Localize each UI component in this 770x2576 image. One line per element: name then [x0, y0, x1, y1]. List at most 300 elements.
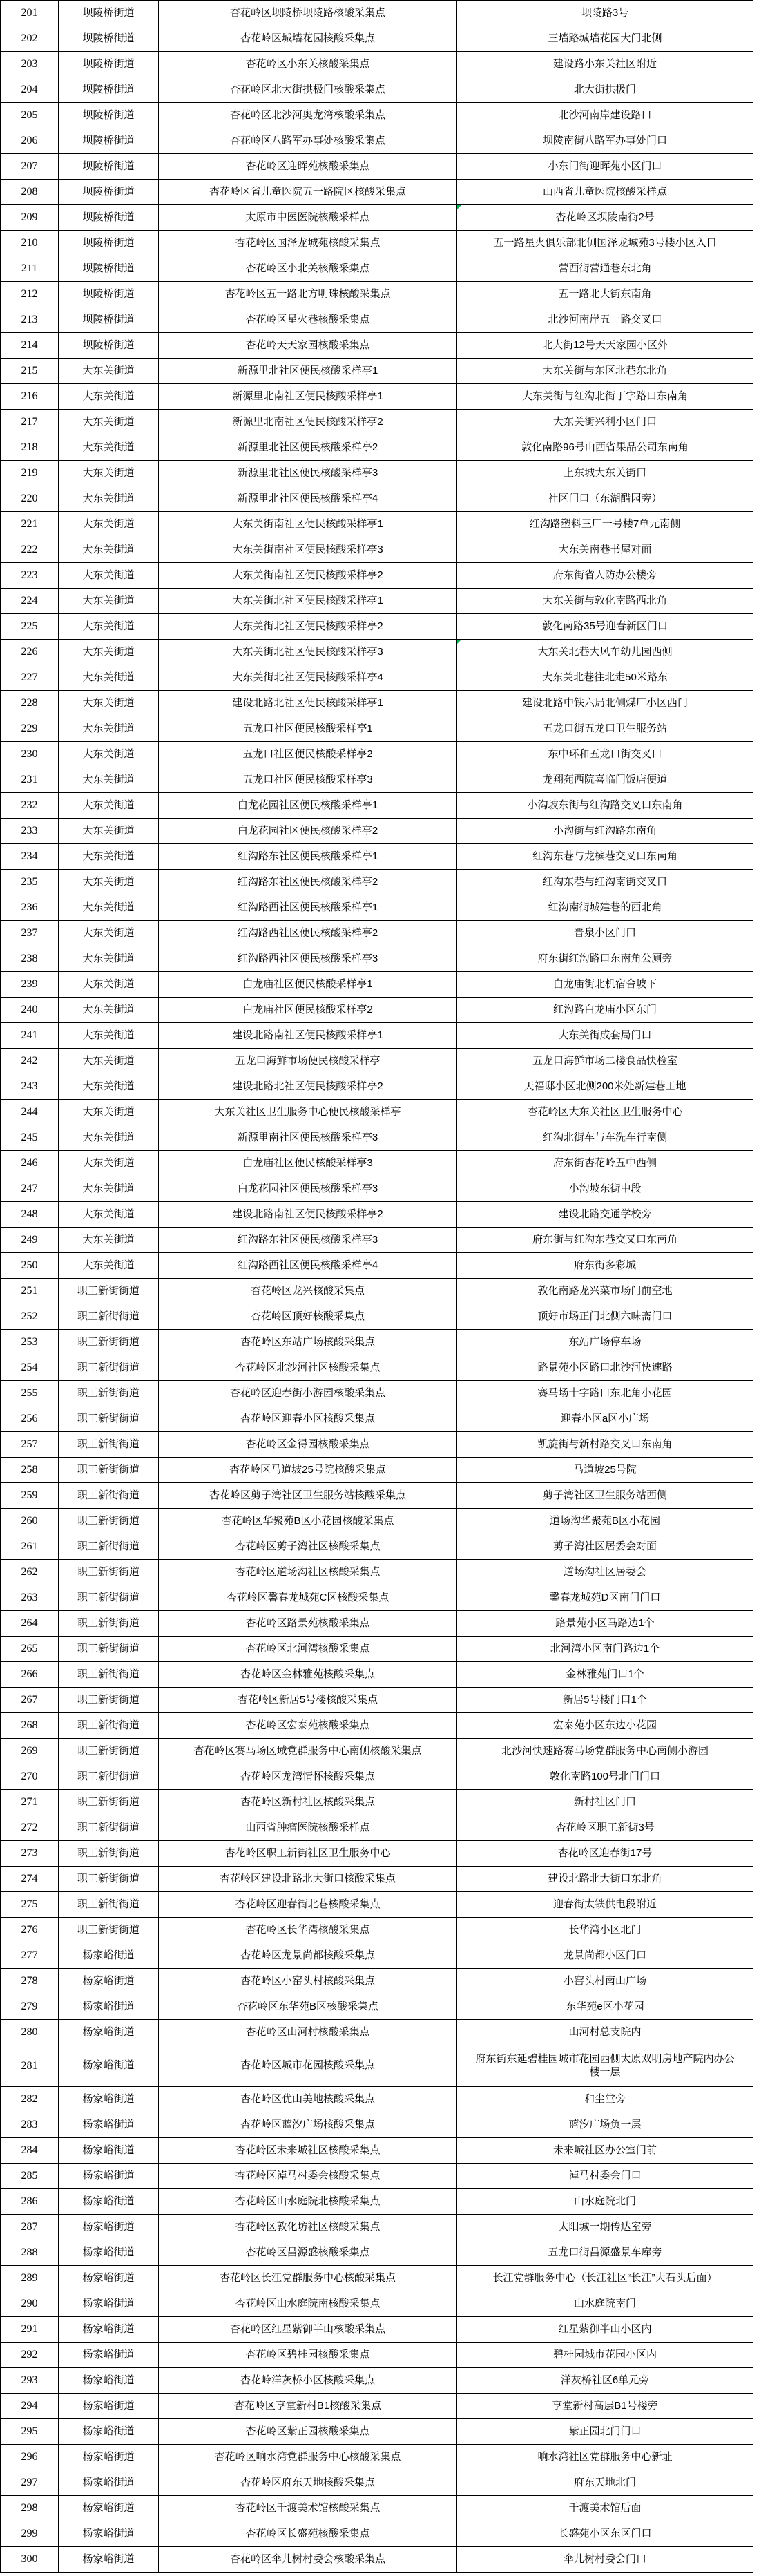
street-cell[interactable]: 大东关街道 [59, 512, 159, 537]
row-number-cell[interactable]: 244 [1, 1100, 59, 1125]
site-name-cell[interactable]: 杏花岭区蓝汐广场核酸采集点 [159, 2112, 457, 2138]
location-cell[interactable]: 府东街省人防办公楼旁 [457, 563, 753, 589]
location-cell[interactable]: 大东关北巷往北走50米路东 [457, 665, 753, 691]
site-name-cell[interactable]: 杏花岭天天家园核酸采集点 [159, 333, 457, 359]
site-name-cell[interactable]: 杏花岭区赛马场区域党群服务中心南侧核酸采集点 [159, 1739, 457, 1764]
location-cell[interactable]: 杏花岭区职工新街3号 [457, 1815, 753, 1841]
site-name-cell[interactable]: 杏花岭区迎春街北巷核酸采集点 [159, 1892, 457, 1918]
location-cell[interactable]: 府东街杏花岭五中西侧 [457, 1151, 753, 1176]
location-cell[interactable]: 三墙路城墙花园大门北侧 [457, 26, 753, 52]
row-number-cell[interactable]: 267 [1, 1688, 59, 1713]
row-number-cell[interactable]: 210 [1, 231, 59, 256]
street-cell[interactable]: 杨家峪街道 [59, 2164, 159, 2189]
location-cell[interactable]: 路景苑小区马路边1个 [457, 1611, 753, 1637]
street-cell[interactable]: 大东关街道 [59, 921, 159, 946]
site-name-cell[interactable]: 杏花岭区千渡美术馆核酸采集点 [159, 2496, 457, 2521]
site-name-cell[interactable]: 杏花岭区淖马村委会核酸采集点 [159, 2164, 457, 2189]
site-name-cell[interactable]: 大东关街北社区便民核酸采样亭1 [159, 589, 457, 614]
site-name-cell[interactable]: 杏花岭区北沙河奥龙湾核酸采集点 [159, 103, 457, 128]
site-name-cell[interactable]: 五龙口社区便民核酸采样亭1 [159, 716, 457, 742]
site-name-cell[interactable]: 杏花岭区北沙河社区核酸采集点 [159, 1355, 457, 1381]
row-number-cell[interactable]: 263 [1, 1585, 59, 1611]
row-number-cell[interactable]: 269 [1, 1739, 59, 1764]
street-cell[interactable]: 大东关街道 [59, 1176, 159, 1202]
site-name-cell[interactable]: 大东关社区卫生服务中心便民核酸采样亭 [159, 1100, 457, 1125]
location-cell[interactable]: 五一路北大街东南角 [457, 282, 753, 307]
street-cell[interactable]: 大东关街道 [59, 946, 159, 972]
site-name-cell[interactable]: 红沟路东社区便民核酸采样亭3 [159, 1228, 457, 1253]
street-cell[interactable]: 职工新街街道 [59, 1764, 159, 1790]
row-number-cell[interactable]: 254 [1, 1355, 59, 1381]
street-cell[interactable]: 职工新街街道 [59, 1279, 159, 1304]
site-name-cell[interactable]: 杏花岭区小东关核酸采集点 [159, 52, 457, 77]
site-name-cell[interactable]: 山西省肿瘤医院核酸采样点 [159, 1815, 457, 1841]
site-name-cell[interactable]: 杏花岭区龙兴核酸采集点 [159, 1279, 457, 1304]
location-cell[interactable]: 小沟街与红沟路东南角 [457, 819, 753, 844]
site-name-cell[interactable]: 杏花岭区长江党群服务中心核酸采集点 [159, 2266, 457, 2291]
street-cell[interactable]: 大东关街道 [59, 793, 159, 819]
location-cell[interactable]: 天福邸小区北侧200米处新建巷工地 [457, 1074, 753, 1100]
row-number-cell[interactable]: 256 [1, 1406, 59, 1432]
site-name-cell[interactable]: 杏花岭区碧桂园核酸采集点 [159, 2343, 457, 2368]
site-name-cell[interactable]: 杏花岭区府东天地核酸采集点 [159, 2470, 457, 2496]
location-cell[interactable]: 迎春街太铁供电段附近 [457, 1892, 753, 1918]
location-cell[interactable]: 小窑头村南山广场 [457, 1969, 753, 1994]
site-name-cell[interactable]: 杏花岭区迎晖苑核酸采集点 [159, 154, 457, 180]
site-name-cell[interactable]: 太原市中医医院核酸采样点 [159, 205, 457, 231]
row-number-cell[interactable]: 266 [1, 1662, 59, 1688]
row-number-cell[interactable]: 277 [1, 1943, 59, 1969]
row-number-cell[interactable]: 219 [1, 461, 59, 486]
site-name-cell[interactable]: 杏花岭区馨春龙城苑C区核酸采集点 [159, 1585, 457, 1611]
location-cell[interactable]: 上东城大东关街口 [457, 461, 753, 486]
street-cell[interactable]: 杨家峪街道 [59, 2470, 159, 2496]
site-name-cell[interactable]: 杏花岭区山河村核酸采集点 [159, 2020, 457, 2045]
street-cell[interactable]: 坝陵桥街道 [59, 333, 159, 359]
location-cell[interactable]: 杏花岭区大东关社区卫生服务中心 [457, 1100, 753, 1125]
row-number-cell[interactable]: 215 [1, 359, 59, 384]
site-name-cell[interactable]: 杏花岭区东站广场核酸采集点 [159, 1330, 457, 1355]
street-cell[interactable]: 职工新街街道 [59, 1841, 159, 1867]
street-cell[interactable]: 职工新街街道 [59, 1381, 159, 1406]
site-name-cell[interactable]: 杏花岭区金得园核酸采集点 [159, 1432, 457, 1458]
street-cell[interactable]: 杨家峪街道 [59, 2045, 159, 2087]
street-cell[interactable]: 大东关街道 [59, 742, 159, 767]
location-cell[interactable]: 伞儿树村委会门口 [457, 2547, 753, 2573]
row-number-cell[interactable]: 295 [1, 2419, 59, 2445]
site-name-cell[interactable]: 杏花岭区路景苑核酸采集点 [159, 1611, 457, 1637]
location-cell[interactable]: 营西街营通巷东北角 [457, 256, 753, 282]
site-name-cell[interactable]: 杏花岭区紫正园核酸采集点 [159, 2419, 457, 2445]
location-cell[interactable]: 大东关街与红沟北街丁字路口东南角 [457, 384, 753, 410]
row-number-cell[interactable]: 217 [1, 410, 59, 435]
row-number-cell[interactable]: 300 [1, 2547, 59, 2573]
street-cell[interactable]: 职工新街街道 [59, 1534, 159, 1560]
street-cell[interactable]: 杨家峪街道 [59, 2419, 159, 2445]
row-number-cell[interactable]: 214 [1, 333, 59, 359]
site-name-cell[interactable]: 杏花岭区省儿童医院五一路院区核酸采集点 [159, 180, 457, 205]
location-cell[interactable]: 东中环和五龙口街交叉口 [457, 742, 753, 767]
street-cell[interactable]: 职工新街街道 [59, 1892, 159, 1918]
location-cell[interactable]: 剪子湾社区卫生服务站西侧 [457, 1483, 753, 1509]
row-number-cell[interactable]: 293 [1, 2368, 59, 2394]
location-cell[interactable]: 晋泉小区门口 [457, 921, 753, 946]
row-number-cell[interactable]: 294 [1, 2394, 59, 2419]
site-name-cell[interactable]: 大东关街北社区便民核酸采样亭4 [159, 665, 457, 691]
row-number-cell[interactable]: 299 [1, 2521, 59, 2547]
street-cell[interactable]: 坝陵桥街道 [59, 52, 159, 77]
site-name-cell[interactable]: 杏花岭区伞儿树村委会核酸采集点 [159, 2547, 457, 2573]
site-name-cell[interactable]: 杏花岭区享堂新村B1核酸采集点 [159, 2394, 457, 2419]
street-cell[interactable]: 杨家峪街道 [59, 2240, 159, 2266]
location-cell[interactable]: 大东关北巷大风车幼儿园西侧 [457, 640, 753, 665]
location-cell[interactable]: 新村社区门口 [457, 1790, 753, 1815]
street-cell[interactable]: 杨家峪街道 [59, 2189, 159, 2215]
row-number-cell[interactable]: 297 [1, 2470, 59, 2496]
location-cell[interactable]: 长江党群服务中心（长江社区“长江”大石头后面） [457, 2266, 753, 2291]
row-number-cell[interactable]: 205 [1, 103, 59, 128]
row-number-cell[interactable]: 272 [1, 1815, 59, 1841]
site-name-cell[interactable]: 白龙庙社区便民核酸采样亭3 [159, 1151, 457, 1176]
street-cell[interactable]: 职工新街街道 [59, 1867, 159, 1892]
site-name-cell[interactable]: 杏花岭区国泽龙城苑核酸采集点 [159, 231, 457, 256]
row-number-cell[interactable]: 213 [1, 307, 59, 333]
location-cell[interactable]: 未来城社区办公室门前 [457, 2138, 753, 2164]
row-number-cell[interactable]: 281 [1, 2045, 59, 2087]
street-cell[interactable]: 大东关街道 [59, 1151, 159, 1176]
site-name-cell[interactable]: 大东关街南社区便民核酸采样亭1 [159, 512, 457, 537]
row-number-cell[interactable]: 211 [1, 256, 59, 282]
street-cell[interactable]: 大东关街道 [59, 537, 159, 563]
row-number-cell[interactable]: 243 [1, 1074, 59, 1100]
location-cell[interactable]: 大东关街与东区北巷东北角 [457, 359, 753, 384]
site-name-cell[interactable]: 杏花岭区金林雅苑核酸采集点 [159, 1662, 457, 1688]
location-cell[interactable]: 小沟坡东街与红沟路交叉口东南角 [457, 793, 753, 819]
row-number-cell[interactable]: 222 [1, 537, 59, 563]
street-cell[interactable]: 大东关街道 [59, 1125, 159, 1151]
row-number-cell[interactable]: 278 [1, 1969, 59, 1994]
site-name-cell[interactable]: 大东关街北社区便民核酸采样亭3 [159, 640, 457, 665]
location-cell[interactable]: 建设北路北大街口东北角 [457, 1867, 753, 1892]
location-cell[interactable]: 响水湾社区党群服务中心新址 [457, 2445, 753, 2470]
site-name-cell[interactable]: 建设北路南社区便民核酸采样亭1 [159, 1023, 457, 1049]
location-cell[interactable]: 红沟路塑料三厂一号楼7单元南侧 [457, 512, 753, 537]
site-name-cell[interactable]: 杏花岭区剪子湾社区卫生服务站核酸采集点 [159, 1483, 457, 1509]
site-name-cell[interactable]: 杏花岭区小北关核酸采集点 [159, 256, 457, 282]
site-name-cell[interactable]: 建设北路南社区便民核酸采样亭2 [159, 1202, 457, 1228]
location-cell[interactable]: 迎春小区a区小广场 [457, 1406, 753, 1432]
site-name-cell[interactable]: 五龙口海鲜市场便民核酸采样亭 [159, 1049, 457, 1074]
site-name-cell[interactable]: 大东关街北社区便民核酸采样亭2 [159, 614, 457, 640]
location-cell[interactable]: 小东门街迎晖苑小区门口 [457, 154, 753, 180]
location-cell[interactable]: 赛马场十字路口东北角小花园 [457, 1381, 753, 1406]
location-cell[interactable]: 北河湾小区南门路边1个 [457, 1637, 753, 1662]
location-cell[interactable]: 府东街红沟路口东南角公厕旁 [457, 946, 753, 972]
row-number-cell[interactable]: 245 [1, 1125, 59, 1151]
site-name-cell[interactable]: 杏花岭区城墙花园核酸采集点 [159, 26, 457, 52]
street-cell[interactable]: 大东关街道 [59, 563, 159, 589]
location-cell[interactable]: 碧桂园城市花园小区内 [457, 2343, 753, 2368]
site-name-cell[interactable]: 杏花岭区道场沟社区核酸采集点 [159, 1560, 457, 1585]
street-cell[interactable]: 大东关街道 [59, 716, 159, 742]
site-name-cell[interactable]: 杏花岭区优山美地核酸采集点 [159, 2087, 457, 2112]
row-number-cell[interactable]: 212 [1, 282, 59, 307]
street-cell[interactable]: 坝陵桥街道 [59, 128, 159, 154]
location-cell[interactable]: 道场沟社区居委会 [457, 1560, 753, 1585]
site-name-cell[interactable]: 杏花岭区坝陵桥坝陵路核酸采集点 [159, 1, 457, 26]
site-name-cell[interactable]: 杏花岭区长盛苑核酸采集点 [159, 2521, 457, 2547]
location-cell[interactable]: 红沟东巷与龙槟巷交叉口东南角 [457, 844, 753, 870]
row-number-cell[interactable]: 275 [1, 1892, 59, 1918]
row-number-cell[interactable]: 235 [1, 870, 59, 895]
street-cell[interactable]: 坝陵桥街道 [59, 26, 159, 52]
location-cell[interactable]: 龙翔苑西院喜临门饭店便道 [457, 767, 753, 793]
location-cell[interactable]: 紫正园北门门口 [457, 2419, 753, 2445]
row-number-cell[interactable]: 285 [1, 2164, 59, 2189]
street-cell[interactable]: 职工新街街道 [59, 1918, 159, 1943]
street-cell[interactable]: 杨家峪街道 [59, 2291, 159, 2317]
location-cell[interactable]: 山河村总支院内 [457, 2020, 753, 2045]
location-cell[interactable]: 红沟南街城建巷的西北角 [457, 895, 753, 921]
location-cell[interactable]: 千渡美术馆后面 [457, 2496, 753, 2521]
site-name-cell[interactable]: 杏花岭区宏泰苑核酸采集点 [159, 1713, 457, 1739]
location-cell[interactable]: 长华湾小区北门 [457, 1918, 753, 1943]
location-cell[interactable]: 路景苑小区路口北沙河快速路 [457, 1355, 753, 1381]
street-cell[interactable]: 职工新街街道 [59, 1790, 159, 1815]
site-name-cell[interactable]: 新源里南社区便民核酸采样亭3 [159, 1125, 457, 1151]
street-cell[interactable]: 杨家峪街道 [59, 2215, 159, 2240]
site-name-cell[interactable]: 五龙口社区便民核酸采样亭2 [159, 742, 457, 767]
row-number-cell[interactable]: 209 [1, 205, 59, 231]
street-cell[interactable]: 职工新街街道 [59, 1585, 159, 1611]
street-cell[interactable]: 大东关街道 [59, 665, 159, 691]
row-number-cell[interactable]: 239 [1, 972, 59, 998]
site-name-cell[interactable]: 白龙庙社区便民核酸采样亭1 [159, 972, 457, 998]
street-cell[interactable]: 职工新街街道 [59, 1713, 159, 1739]
location-cell[interactable]: 建设路小东关社区附近 [457, 52, 753, 77]
street-cell[interactable]: 坝陵桥街道 [59, 307, 159, 333]
row-number-cell[interactable]: 204 [1, 77, 59, 103]
site-name-cell[interactable]: 杏花岭区顶好核酸采集点 [159, 1304, 457, 1330]
street-cell[interactable]: 大东关街道 [59, 1228, 159, 1253]
street-cell[interactable]: 大东关街道 [59, 844, 159, 870]
site-name-cell[interactable]: 杏花岭区华聚苑B区小花园核酸采集点 [159, 1509, 457, 1534]
street-cell[interactable]: 职工新街街道 [59, 1560, 159, 1585]
street-cell[interactable]: 大东关街道 [59, 435, 159, 461]
row-number-cell[interactable]: 287 [1, 2215, 59, 2240]
location-cell[interactable]: 红沟北街车与车洗车行南侧 [457, 1125, 753, 1151]
row-number-cell[interactable]: 298 [1, 2496, 59, 2521]
row-number-cell[interactable]: 240 [1, 998, 59, 1023]
street-cell[interactable]: 杨家峪街道 [59, 2368, 159, 2394]
row-number-cell[interactable]: 227 [1, 665, 59, 691]
row-number-cell[interactable]: 241 [1, 1023, 59, 1049]
location-cell[interactable]: 顶好市场正门北侧六味斋门口 [457, 1304, 753, 1330]
site-name-cell[interactable]: 新源里北社区便民核酸采样亭2 [159, 435, 457, 461]
site-name-cell[interactable]: 大东关街南社区便民核酸采样亭2 [159, 563, 457, 589]
street-cell[interactable]: 杨家峪街道 [59, 2496, 159, 2521]
location-cell[interactable]: 洋灰桥社区6单元旁 [457, 2368, 753, 2394]
site-name-cell[interactable]: 红沟路西社区便民核酸采样亭1 [159, 895, 457, 921]
site-name-cell[interactable]: 红沟路东社区便民核酸采样亭2 [159, 870, 457, 895]
row-number-cell[interactable]: 225 [1, 614, 59, 640]
street-cell[interactable]: 杨家峪街道 [59, 2521, 159, 2547]
location-cell[interactable]: 剪子湾社区居委会对面 [457, 1534, 753, 1560]
street-cell[interactable]: 杨家峪街道 [59, 2266, 159, 2291]
street-cell[interactable]: 职工新街街道 [59, 1662, 159, 1688]
site-name-cell[interactable]: 白龙花园社区便民核酸采样亭1 [159, 793, 457, 819]
street-cell[interactable]: 大东关街道 [59, 895, 159, 921]
location-cell[interactable]: 淖马村委会门口 [457, 2164, 753, 2189]
street-cell[interactable]: 坝陵桥街道 [59, 205, 159, 231]
site-name-cell[interactable]: 杏花岭区北大街拱极门核酸采集点 [159, 77, 457, 103]
location-cell[interactable]: 北大街拱极门 [457, 77, 753, 103]
site-name-cell[interactable]: 杏花岭区山水庭院南核酸采集点 [159, 2291, 457, 2317]
location-cell[interactable]: 建设北路中铁六局北侧煤厂小区西门 [457, 691, 753, 716]
location-cell[interactable]: 北沙河快速路赛马场党群服务中心南侧小游园 [457, 1739, 753, 1764]
location-cell[interactable]: 新居5号楼门口1个 [457, 1688, 753, 1713]
row-number-cell[interactable]: 280 [1, 2020, 59, 2045]
location-cell[interactable]: 大东关街成套局门口 [457, 1023, 753, 1049]
location-cell[interactable]: 五一路星火俱乐部北侧国泽龙城苑3号楼小区入口 [457, 231, 753, 256]
site-name-cell[interactable]: 大东关街南社区便民核酸采样亭3 [159, 537, 457, 563]
row-number-cell[interactable]: 292 [1, 2343, 59, 2368]
location-cell[interactable]: 和尘堂旁 [457, 2087, 753, 2112]
street-cell[interactable]: 大东关街道 [59, 691, 159, 716]
location-cell[interactable]: 龙景尚都小区门口 [457, 1943, 753, 1969]
location-cell[interactable]: 杏花岭区迎春街17号 [457, 1841, 753, 1867]
site-name-cell[interactable]: 杏花岭区马道坡25号院核酸采集点 [159, 1458, 457, 1483]
site-name-cell[interactable]: 杏花岭区剪子湾社区核酸采集点 [159, 1534, 457, 1560]
row-number-cell[interactable]: 249 [1, 1228, 59, 1253]
row-number-cell[interactable]: 262 [1, 1560, 59, 1585]
location-cell[interactable]: 五龙口海鲜市场二楼食品快检室 [457, 1049, 753, 1074]
location-cell[interactable]: 馨春龙城苑D区南门门口 [457, 1585, 753, 1611]
street-cell[interactable]: 杨家峪街道 [59, 2445, 159, 2470]
site-name-cell[interactable]: 杏花岭区长华湾核酸采集点 [159, 1918, 457, 1943]
row-number-cell[interactable]: 296 [1, 2445, 59, 2470]
location-cell[interactable]: 建设北路交通学校旁 [457, 1202, 753, 1228]
site-name-cell[interactable]: 新源里北社区便民核酸采样亭1 [159, 359, 457, 384]
site-name-cell[interactable]: 杏花岭区职工新街社区卫生服务中心 [159, 1841, 457, 1867]
site-name-cell[interactable]: 杏花岭区小窑头村核酸采集点 [159, 1969, 457, 1994]
street-cell[interactable]: 大东关街道 [59, 589, 159, 614]
row-number-cell[interactable]: 226 [1, 640, 59, 665]
row-number-cell[interactable]: 252 [1, 1304, 59, 1330]
location-cell[interactable]: 马道坡25号院 [457, 1458, 753, 1483]
street-cell[interactable]: 大东关街道 [59, 1074, 159, 1100]
row-number-cell[interactable]: 237 [1, 921, 59, 946]
location-cell[interactable]: 敦化南路96号山西省果品公司东南角 [457, 435, 753, 461]
row-number-cell[interactable]: 246 [1, 1151, 59, 1176]
location-cell[interactable]: 府东街东延碧桂园城市花园西侧太原双明房地产院内办公楼一层 [457, 2045, 753, 2087]
street-cell[interactable]: 杨家峪街道 [59, 2112, 159, 2138]
location-cell[interactable]: 敦化南路100号北门门口 [457, 1764, 753, 1790]
location-cell[interactable]: 金林雅苑门口1个 [457, 1662, 753, 1688]
row-number-cell[interactable]: 288 [1, 2240, 59, 2266]
street-cell[interactable]: 大东关街道 [59, 998, 159, 1023]
row-number-cell[interactable]: 260 [1, 1509, 59, 1534]
row-number-cell[interactable]: 284 [1, 2138, 59, 2164]
site-name-cell[interactable]: 建设北路北社区便民核酸采样亭1 [159, 691, 457, 716]
row-number-cell[interactable]: 201 [1, 1, 59, 26]
row-number-cell[interactable]: 247 [1, 1176, 59, 1202]
location-cell[interactable]: 长盛苑小区东区门口 [457, 2521, 753, 2547]
row-number-cell[interactable]: 221 [1, 512, 59, 537]
street-cell[interactable]: 大东关街道 [59, 1023, 159, 1049]
street-cell[interactable]: 大东关街道 [59, 972, 159, 998]
row-number-cell[interactable]: 264 [1, 1611, 59, 1637]
row-number-cell[interactable]: 238 [1, 946, 59, 972]
row-number-cell[interactable]: 286 [1, 2189, 59, 2215]
row-number-cell[interactable]: 218 [1, 435, 59, 461]
street-cell[interactable]: 杨家峪街道 [59, 2394, 159, 2419]
street-cell[interactable]: 坝陵桥街道 [59, 77, 159, 103]
site-name-cell[interactable]: 杏花岭区未来城社区核酸采集点 [159, 2138, 457, 2164]
row-number-cell[interactable]: 203 [1, 52, 59, 77]
site-name-cell[interactable]: 杏花岭区龙景尚都核酸采集点 [159, 1943, 457, 1969]
street-cell[interactable]: 大东关街道 [59, 486, 159, 512]
site-name-cell[interactable]: 新源里北社区便民核酸采样亭3 [159, 461, 457, 486]
location-cell[interactable]: 山水庭院北门 [457, 2189, 753, 2215]
site-name-cell[interactable]: 杏花岭区城市花园核酸采集点 [159, 2045, 457, 2087]
location-cell[interactable]: 蓝汐广场负一层 [457, 2112, 753, 2138]
site-name-cell[interactable]: 红沟路西社区便民核酸采样亭3 [159, 946, 457, 972]
location-cell[interactable]: 东华苑e区小花园 [457, 1994, 753, 2020]
row-number-cell[interactable]: 234 [1, 844, 59, 870]
location-cell[interactable]: 东站广场停车场 [457, 1330, 753, 1355]
location-cell[interactable]: 凯旋街与新村路交叉口东南角 [457, 1432, 753, 1458]
site-name-cell[interactable]: 红沟路东社区便民核酸采样亭1 [159, 844, 457, 870]
street-cell[interactable]: 坝陵桥街道 [59, 180, 159, 205]
street-cell[interactable]: 大东关街道 [59, 1202, 159, 1228]
street-cell[interactable]: 大东关街道 [59, 1253, 159, 1279]
site-name-cell[interactable]: 杏花岭区五一路北方明珠核酸采集点 [159, 282, 457, 307]
row-number-cell[interactable]: 265 [1, 1637, 59, 1662]
site-name-cell[interactable]: 新源里北社区便民核酸采样亭4 [159, 486, 457, 512]
street-cell[interactable]: 职工新街街道 [59, 1355, 159, 1381]
street-cell[interactable]: 职工新街街道 [59, 1432, 159, 1458]
street-cell[interactable]: 职工新街街道 [59, 1509, 159, 1534]
site-name-cell[interactable]: 白龙花园社区便民核酸采样亭2 [159, 819, 457, 844]
location-cell[interactable]: 敦化南路龙兴菜市场门前空地 [457, 1279, 753, 1304]
street-cell[interactable]: 职工新街街道 [59, 1406, 159, 1432]
row-number-cell[interactable]: 271 [1, 1790, 59, 1815]
street-cell[interactable]: 职工新街街道 [59, 1739, 159, 1764]
site-name-cell[interactable]: 杏花岭区昌源盛核酸采集点 [159, 2240, 457, 2266]
street-cell[interactable]: 职工新街街道 [59, 1688, 159, 1713]
street-cell[interactable]: 杨家峪街道 [59, 2020, 159, 2045]
street-cell[interactable]: 大东关街道 [59, 767, 159, 793]
row-number-cell[interactable]: 231 [1, 767, 59, 793]
location-cell[interactable]: 红沟东巷与红沟南街交叉口 [457, 870, 753, 895]
row-number-cell[interactable]: 283 [1, 2112, 59, 2138]
location-cell[interactable]: 五龙口街五龙口卫生服务站 [457, 716, 753, 742]
location-cell[interactable]: 大东关街与敦化南路西北角 [457, 589, 753, 614]
street-cell[interactable]: 职工新街街道 [59, 1483, 159, 1509]
site-name-cell[interactable]: 杏花岭区迎春街小游园核酸采集点 [159, 1381, 457, 1406]
street-cell[interactable]: 大东关街道 [59, 410, 159, 435]
row-number-cell[interactable]: 289 [1, 2266, 59, 2291]
location-cell[interactable]: 社区门口（东湖醋园旁） [457, 486, 753, 512]
street-cell[interactable]: 杨家峪街道 [59, 1943, 159, 1969]
street-cell[interactable]: 杨家峪街道 [59, 2138, 159, 2164]
row-number-cell[interactable]: 220 [1, 486, 59, 512]
location-cell[interactable]: 五龙口街昌源盛景车库旁 [457, 2240, 753, 2266]
location-cell[interactable]: 白龙庙街北机宿舍坡下 [457, 972, 753, 998]
location-cell[interactable]: 享堂新村高层B1号楼旁 [457, 2394, 753, 2419]
site-name-cell[interactable]: 杏花岭区新村社区核酸采集点 [159, 1790, 457, 1815]
